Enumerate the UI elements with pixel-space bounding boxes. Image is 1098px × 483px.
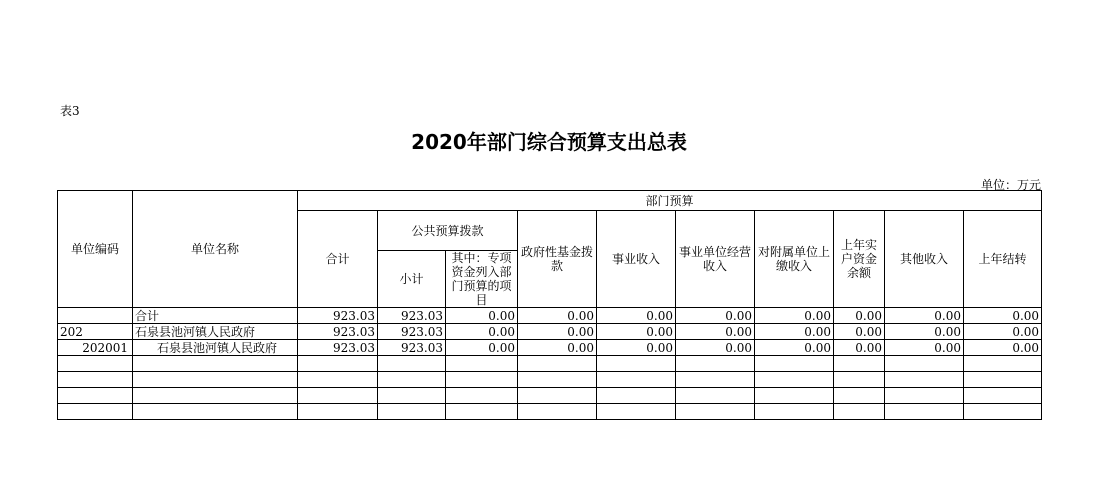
cell-special: 0.00 <box>446 340 518 356</box>
cell-business-unit: 0.00 <box>676 308 755 324</box>
header-other-income: 其他收入 <box>885 211 964 308</box>
cell-code: 202 <box>58 324 133 340</box>
header-prev-year-funds: 上年实户资金余额 <box>834 211 885 308</box>
header-public-budget: 公共预算拨款 <box>378 211 518 251</box>
cell-carryover: 0.00 <box>964 308 1042 324</box>
page-title: 2020年部门综合预算支出总表 <box>411 130 687 154</box>
cell-affiliated: 0.00 <box>755 308 834 324</box>
cell-subtotal: 923.03 <box>378 308 446 324</box>
header-gov-fund: 政府性基金拨款 <box>518 211 597 308</box>
cell-other: 0.00 <box>885 324 964 340</box>
header-prev-year-carryover: 上年结转 <box>964 211 1042 308</box>
table-row <box>58 308 1042 324</box>
cell-gov-fund: 0.00 <box>518 308 597 324</box>
cell-business: 0.00 <box>597 308 676 324</box>
cell-prev-funds: 0.00 <box>834 308 885 324</box>
cell-prev-funds: 0.00 <box>834 324 885 340</box>
empty-row <box>58 372 1042 388</box>
header-special-funds: 其中：专项资金列入部门预算的项目 <box>446 251 518 308</box>
header-business-income: 事业收入 <box>597 211 676 308</box>
cell-special: 0.00 <box>446 324 518 340</box>
cell-total: 923.03 <box>298 308 378 324</box>
cell-carryover: 0.00 <box>964 324 1042 340</box>
cell-other: 0.00 <box>885 308 964 324</box>
cell-business-unit: 0.00 <box>676 340 755 356</box>
cell-prev-funds: 0.00 <box>834 340 885 356</box>
cell-name: 石泉县池河镇人民政府 <box>133 324 298 340</box>
header-dept-budget: 部门预算 <box>298 191 1042 211</box>
header-total: 合计 <box>298 211 378 308</box>
empty-row <box>58 404 1042 420</box>
empty-row <box>58 356 1042 372</box>
cell-gov-fund: 0.00 <box>518 340 597 356</box>
header-subtotal: 小计 <box>378 251 446 308</box>
cell-total: 923.03 <box>298 340 378 356</box>
empty-row <box>58 388 1042 404</box>
cell-business: 0.00 <box>597 340 676 356</box>
cell-code: 202001 <box>58 340 133 356</box>
unit-label: 单位：万元 <box>980 178 1041 192</box>
cell-subtotal: 923.03 <box>378 324 446 340</box>
header-affiliated-income: 对附属单位上缴收入 <box>755 211 834 308</box>
budget-table <box>57 190 1042 420</box>
table-row <box>58 340 1042 356</box>
cell-name: 合计 <box>133 308 298 324</box>
table-row <box>58 324 1042 340</box>
cell-gov-fund: 0.00 <box>518 324 597 340</box>
cell-business: 0.00 <box>597 324 676 340</box>
header-unit-name: 单位名称 <box>133 191 298 308</box>
cell-name: 石泉县池河镇人民政府 <box>133 340 298 356</box>
cell-code <box>58 308 133 324</box>
cell-business-unit: 0.00 <box>676 324 755 340</box>
cell-total: 923.03 <box>298 324 378 340</box>
cell-affiliated: 0.00 <box>755 340 834 356</box>
cell-special: 0.00 <box>446 308 518 324</box>
header-unit-code: 单位编码 <box>58 191 133 308</box>
cell-carryover: 0.00 <box>964 340 1042 356</box>
cell-subtotal: 923.03 <box>378 340 446 356</box>
cell-affiliated: 0.00 <box>755 324 834 340</box>
cell-other: 0.00 <box>885 340 964 356</box>
table-number: 表3 <box>60 104 80 118</box>
header-business-unit-income: 事业单位经营收入 <box>676 211 755 308</box>
